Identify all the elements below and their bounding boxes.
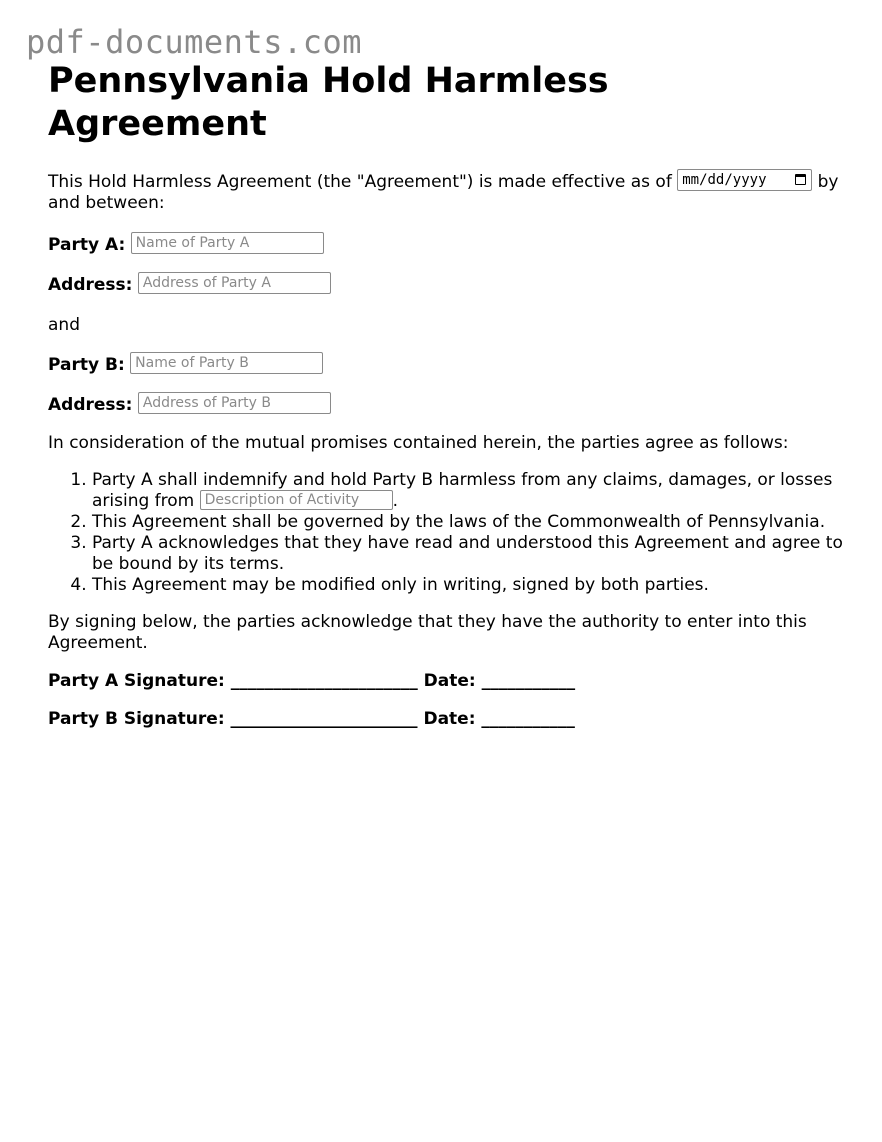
list-item bbox=[92, 470, 848, 512]
party-b-address-row bbox=[48, 393, 848, 417]
date-placeholder: mm/dd/yyyy bbox=[682, 172, 767, 188]
signing-paragraph: By signing below, the parties acknowledge that they have the authority to enter into this Agreement. bbox=[48, 612, 807, 653]
party-a-label: Party A: bbox=[48, 235, 126, 255]
intro-text: This Hold Harmless Agreement (the "Agreement") is made effective as of bbox=[48, 172, 672, 192]
effective-date-input[interactable] bbox=[677, 169, 812, 191]
list-item: 3. Party A acknowledges that they have read and understood this Agreement and agree to be bound by its terms. bbox=[92, 533, 848, 575]
agreement-document bbox=[48, 60, 848, 746]
party-a-name-input[interactable] bbox=[131, 232, 324, 254]
party-a-row bbox=[48, 233, 848, 257]
calendar-icon[interactable] bbox=[795, 174, 806, 185]
consideration-paragraph: In consideration of the mutual promises contained herein, the parties agree as follows: bbox=[48, 433, 789, 453]
term-1-text: Party A shall indemnify and hold Party B harmless from any claims, damages, or losses arising from bbox=[92, 470, 833, 511]
intro-paragraph bbox=[48, 171, 848, 214]
list-item: 2. This Agreement shall be governed by the laws of the Commonwealth of Pennsylvania. bbox=[92, 512, 848, 533]
term-1-end: . bbox=[392, 491, 399, 511]
terms-list bbox=[48, 470, 848, 596]
party-b-row bbox=[48, 353, 848, 377]
activity-description-input[interactable] bbox=[200, 490, 393, 510]
party-b-address-label: Address: bbox=[48, 395, 133, 415]
party-b-label: Party B: bbox=[48, 355, 125, 375]
and-text: and bbox=[48, 315, 80, 335]
party-a-address-input[interactable] bbox=[138, 272, 331, 294]
party-b-address-input[interactable] bbox=[138, 392, 331, 414]
intro-text-end: by and between: bbox=[48, 172, 839, 213]
watermark: pdf-documents.com bbox=[26, 23, 363, 61]
party-a-address-label: Address: bbox=[48, 275, 133, 295]
party-b-name-input[interactable] bbox=[130, 352, 323, 374]
party-a-address-row bbox=[48, 273, 848, 297]
list-item: 4. This Agreement may be modified only in writing, signed by both parties. bbox=[92, 575, 848, 596]
page-title: Pennsylvania Hold Harmless Agreement bbox=[48, 61, 609, 144]
party-a-signature-line: Party A Signature: ______________________ Date: ___________ bbox=[48, 671, 576, 691]
party-b-signature-line: Party B Signature: ______________________ Date: ___________ bbox=[48, 709, 575, 729]
